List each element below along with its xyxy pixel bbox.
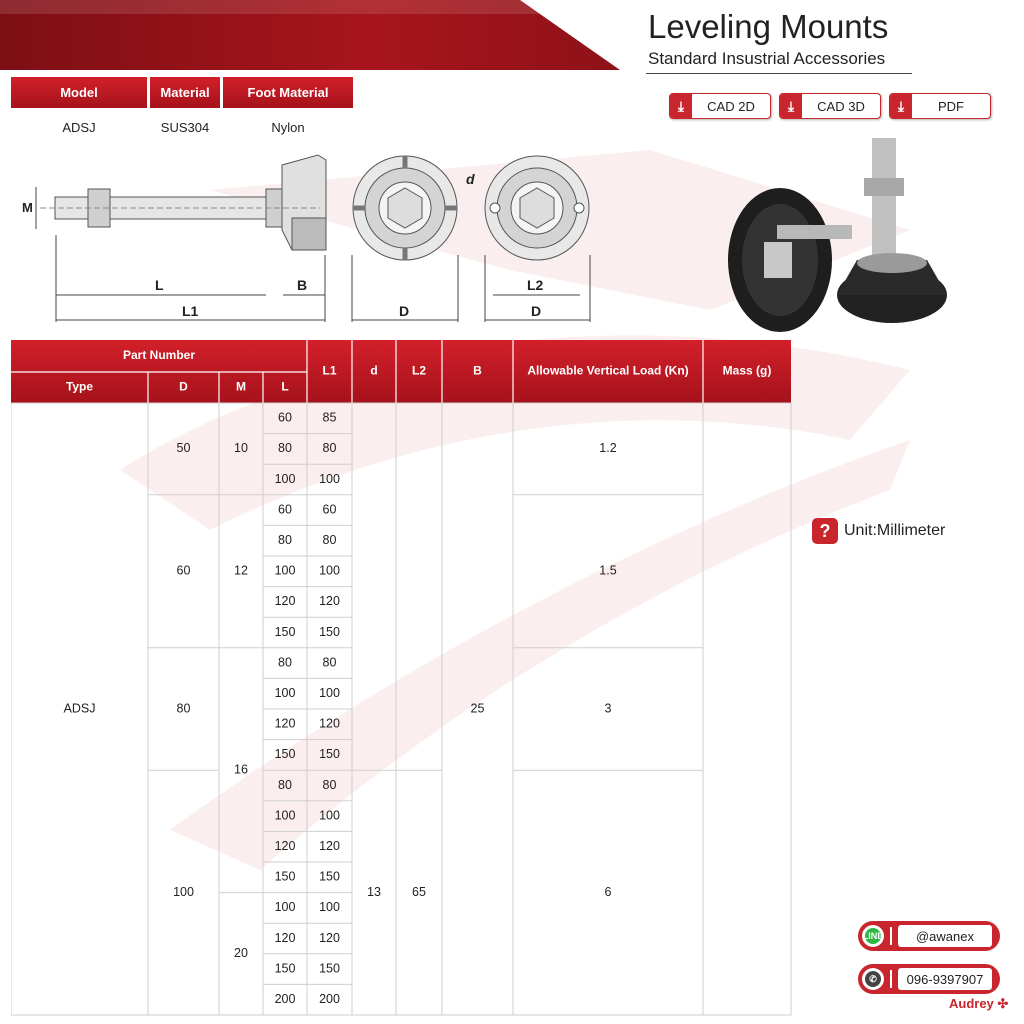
cell-l: 150 [274, 869, 296, 884]
cell-l: 80 [278, 532, 292, 547]
cell-m: 12 [234, 563, 248, 578]
technical-drawing [0, 140, 600, 330]
author-tag: Audrey ✣ [949, 996, 1009, 1011]
cell-l1: 60 [322, 502, 337, 517]
cell-l1: 150 [319, 869, 340, 884]
line-id: @awanex [898, 925, 992, 947]
product-photo [722, 130, 962, 335]
dim-b-label: B [297, 277, 308, 293]
cell-l2: 65 [412, 884, 426, 899]
header-col: Type [65, 379, 94, 394]
front-view [353, 156, 457, 260]
unit-note [812, 518, 945, 544]
spec-header-model: Model [11, 77, 147, 108]
cell-l: 100 [274, 685, 296, 700]
header-col: L2 [411, 363, 427, 378]
header-col: Mass (g) [722, 363, 772, 378]
cell-l1: 80 [322, 441, 337, 456]
line-contact[interactable] [858, 921, 1000, 951]
cell-l: 200 [274, 991, 296, 1006]
header-banner [0, 0, 640, 75]
cell-l: 80 [278, 441, 292, 456]
cad-2d-button[interactable] [669, 93, 771, 119]
cell-l1: 100 [319, 563, 340, 578]
cell-d: 80 [176, 701, 191, 716]
cell-b: 25 [470, 701, 485, 716]
cell-type: ADSJ [63, 701, 96, 716]
cell-l1: 120 [319, 838, 340, 853]
header-col: d [370, 363, 378, 378]
dim-l2-label: L2 [527, 277, 544, 293]
cell-l: 60 [278, 502, 292, 517]
header-col: Allowable Vertical Load (Kn) [527, 363, 689, 378]
phone-number: 096-9397907 [898, 968, 992, 990]
dim-l1-label: L1 [182, 303, 199, 319]
cell-l1: 100 [319, 900, 340, 915]
question-icon: ? [812, 518, 838, 544]
cell-l: 100 [274, 563, 296, 578]
cell-l: 120 [274, 594, 296, 609]
cell-l1: 80 [322, 777, 337, 792]
line-icon: LINE [862, 925, 884, 947]
pdf-label: PDF [938, 98, 964, 114]
cell-l: 100 [274, 471, 296, 486]
header-part-number: Part Number [122, 348, 196, 363]
cell-l1: 80 [322, 655, 337, 670]
cell-l1: 120 [319, 930, 340, 945]
cell-l: 120 [274, 838, 296, 853]
spec-table [11, 340, 801, 1020]
cell-l1: 100 [319, 471, 340, 486]
spec-value-material: SUS304 [160, 120, 210, 135]
cell-l: 80 [278, 655, 292, 670]
unit-label: Unit:Millimeter [844, 522, 946, 539]
download-icon: ⤓ [890, 94, 912, 118]
cell-l1: 150 [319, 961, 340, 976]
cell-l: 150 [274, 624, 296, 639]
spec-header-material: Material [150, 77, 220, 108]
cad-3d-label: CAD 3D [817, 98, 865, 114]
header-col: L1 [322, 363, 337, 378]
cell-l1: 100 [319, 685, 340, 700]
cell-l1: 85 [322, 410, 337, 425]
cell-load: 1.2 [599, 441, 617, 456]
phone-icon: ✆ [862, 968, 884, 990]
cell-small-d: 13 [367, 884, 381, 899]
cell-l: 150 [274, 961, 296, 976]
cell-load: 6 [604, 884, 612, 899]
dim-d-side-label: D [531, 303, 542, 319]
dim-l-label: L [155, 277, 164, 293]
header-col: B [473, 363, 482, 378]
cell-load: 1.5 [599, 563, 617, 578]
cell-l: 80 [278, 777, 292, 792]
cad-2d-label: CAD 2D [707, 98, 755, 114]
page-subtitle: Standard Insustrial Accessories [648, 49, 886, 68]
cell-load: 3 [604, 701, 612, 716]
cell-l: 150 [274, 747, 296, 762]
header-col: D [179, 379, 188, 394]
download-icon: ⤓ [670, 94, 692, 118]
cell-l1: 100 [319, 808, 340, 823]
cell-d: 60 [176, 563, 191, 578]
cell-l: 120 [274, 930, 296, 945]
dim-m-label: M [22, 200, 33, 215]
phone-contact[interactable] [858, 964, 1000, 994]
cell-m: 16 [234, 762, 248, 777]
cell-l: 100 [274, 808, 296, 823]
dim-small-d-label: d [466, 171, 475, 187]
header-col: L [281, 379, 289, 394]
cell-l1: 150 [319, 747, 340, 762]
download-icon: ⤓ [780, 94, 802, 118]
cell-l1: 120 [319, 716, 340, 731]
side-view [40, 155, 326, 250]
cell-l1: 200 [319, 991, 340, 1006]
cad-3d-button[interactable] [779, 93, 881, 119]
cell-l: 100 [274, 900, 296, 915]
cell-l: 60 [278, 410, 292, 425]
cell-d: 50 [176, 441, 191, 456]
spec-value-model: ADSJ [62, 120, 96, 135]
cell-m: 10 [234, 441, 248, 456]
spec-value-foot-material: Nylon [271, 120, 305, 135]
page-title: Leveling Mounts [648, 8, 889, 45]
cell-d: 100 [173, 884, 194, 899]
cell-l1: 120 [319, 594, 340, 609]
cell-l1: 80 [322, 532, 337, 547]
cell-l1: 150 [319, 624, 340, 639]
side-front-view [485, 156, 589, 260]
pdf-button[interactable] [889, 93, 991, 119]
title-divider [646, 73, 912, 74]
cell-l: 120 [274, 716, 296, 731]
spec-header-foot-material: Foot Material [223, 77, 353, 108]
cell-m: 20 [234, 946, 248, 961]
header-col: M [236, 379, 246, 394]
dim-d-front-label: D [399, 303, 410, 319]
